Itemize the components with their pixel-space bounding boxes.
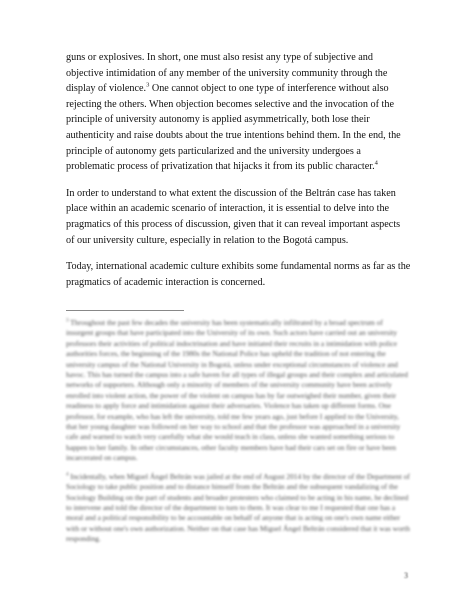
- footnote-4: [66, 472, 411, 545]
- paragraph-1-text-cont: One cannot object to one type of interference without also rejecting the others. When objection becomes selective and the invocation of the principle of university autonomy is applied asymmetrically, both lose their authenticity and raise doubts about the true intentions behind them. In the end, the principle of autonomy gets particularized and the university undergoes a problematic process of privatization that hijacks it from its public character.: [66, 83, 401, 173]
- page-number: 3: [404, 571, 408, 580]
- footnote-ref-3[interactable]: 3: [146, 81, 150, 89]
- footnotes: [66, 318, 411, 553]
- paragraph-3: Today, international academic culture exhibits some fundamental norms as far as the pragmatics of academic interaction is concerned.: [66, 261, 411, 288]
- paragraph-1: [66, 50, 411, 175]
- footnote-3-marker: 3: [66, 318, 69, 324]
- main-text: [66, 50, 411, 301]
- footnote-4-marker: 4: [66, 472, 69, 478]
- paragraph-1-text: guns or explosives. In short, one must also resist any type of subjective and objective intimidation of any member of the university community through the display of violence.: [66, 52, 388, 95]
- footnote-3: [66, 318, 411, 464]
- paragraph-2: In order to understand to what extent the discussion of the Beltrán case has taken place within an academic scenario of interaction, it is essential to delve into the pragmatics of this process of discussion, given that it can reveal important aspects of our university culture, especially in relation to the Bogotá campus.: [66, 187, 401, 246]
- footnote-3-text: Throughout the past few decades the university has been systematically infiltrated by a broad spectrum of insurgent groups that have participated into the University of its own. Such actors have carried out an university professors their activities of political indoctrination and have initiated their recruits in a intimidation with police authorities forces, the beginning of the 1980s the National Police has upheld the tradition of not entering the university campus of the National University in Bogotá, unless under exceptional circumstances of violence and havoc. This has turned the campus into a safe haven for all types of illegal groups and their complex and articulated networks of supporters. Although only a minority of members of the university community have been actively enrolled into violent action, the power of the violent on campus has by far outweighed their number, given their readiness to apply force and intimidation against their adversaries. Violence has taken up different forms. One professor, for example, who has left the university, told me few years ago, just before I applied to the University, that her young daughter was followed on her way to school and that the professor was approached in a university cafe and warned to watch very carefully what she would teach in class, unless she wanted something serious to happen to her family. In other circumstances, other faculty members have had their cars set on fire or have been incarcerated on campus.: [66, 318, 408, 463]
- footnote-separator: [66, 310, 184, 311]
- footnote-4-text: Incidentally, when Miguel Ángel Beltrán was jailed at the end of August 2014 by the director of the Department of Sociology to take public position and to distance himself from the Beltrán and the subsequent vandalizing of the Sociology Building on the part of students and broader protesters who claimed to be acting in his name, he declined to intervene and told the director of the department to turn to them. It was clear to me I requested that one has a moral and a political responsibility to be accountable on behalf of anyone that is acting on one's own name either with or without one's own authorization. Neither on that case has Miguel Ángel Beltrán considered that it was worth responding.: [66, 471, 410, 544]
- footnote-ref-4[interactable]: 4: [374, 159, 378, 167]
